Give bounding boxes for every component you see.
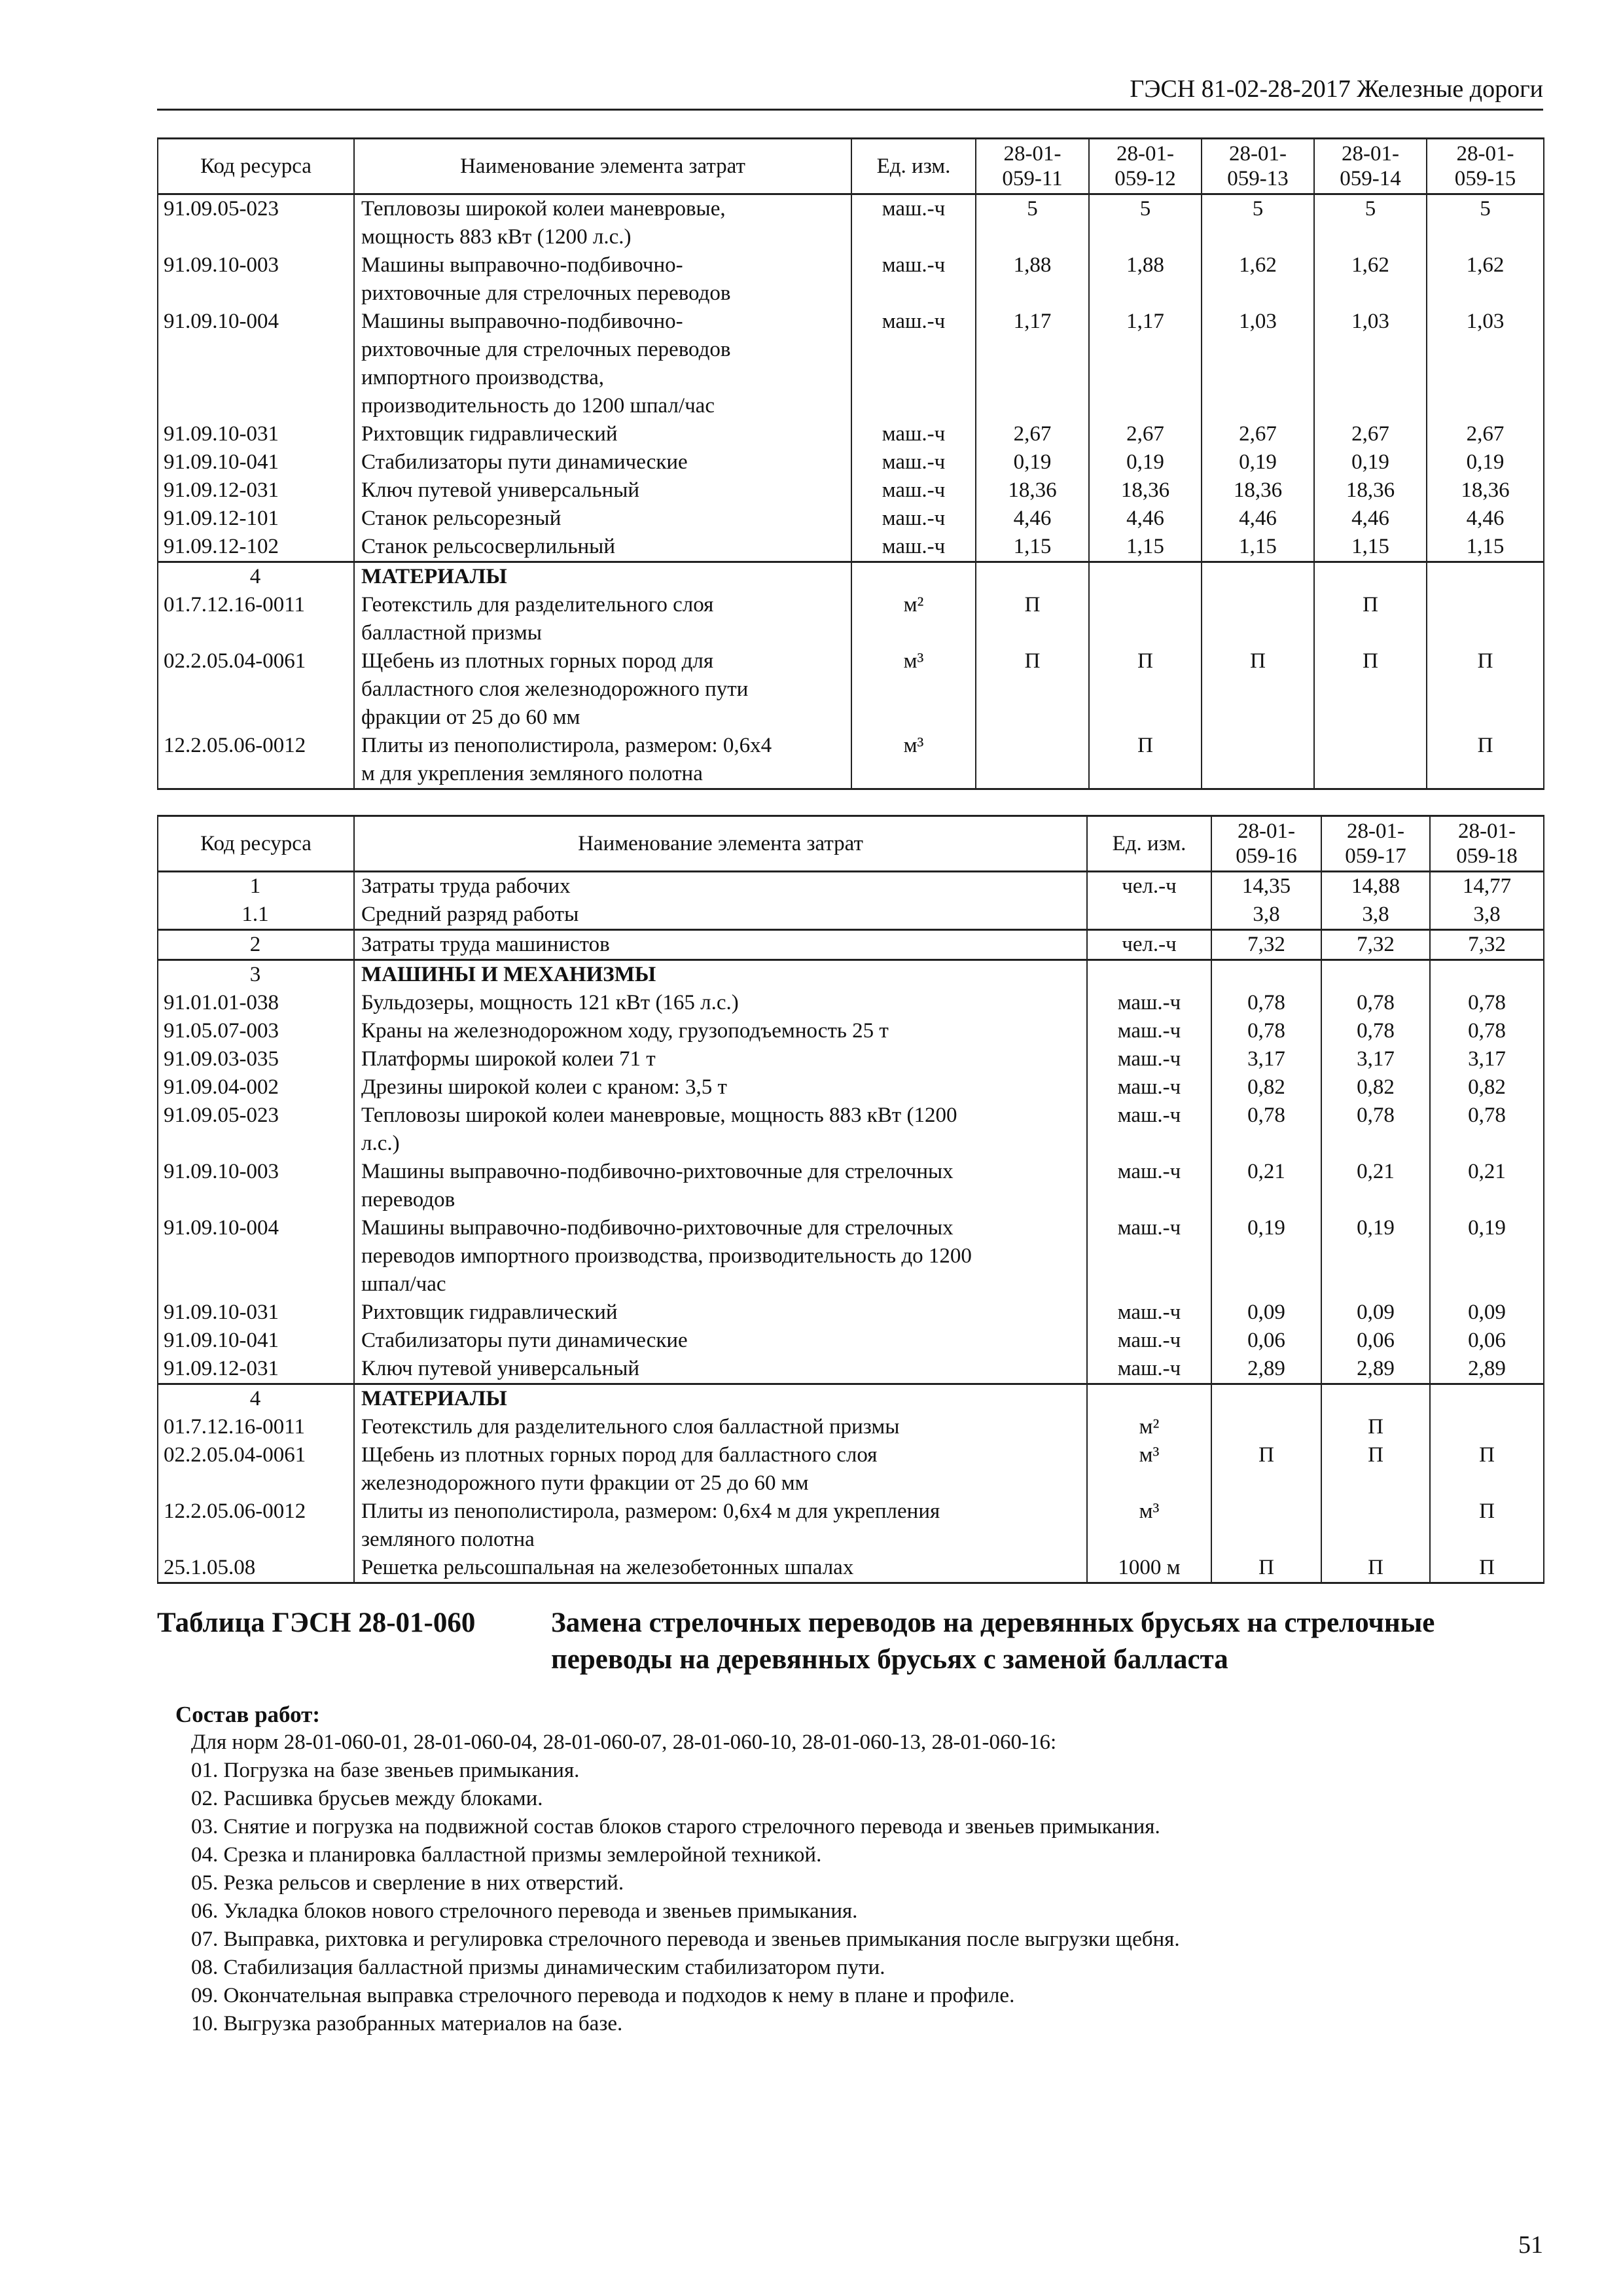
cell-unit: м³ (851, 732, 976, 789)
cell-value: 7,32 (1321, 930, 1430, 960)
cell-value: 2,67 (1202, 420, 1314, 448)
cell-unit (1087, 1384, 1211, 1414)
cell-name: Машины выправочно-подбивочно- рихтовочные для стрелочных переводов импортного производства, производительность до 1200 шпал/час (354, 308, 851, 420)
table-title-code: Таблица ГЭСН 28-01-060 (157, 1607, 476, 1638)
cell-value: 14,88 (1321, 872, 1430, 901)
cell-name: Геотекстиль для разделительного слоя балластной призмы (354, 1413, 1087, 1441)
cell-name: Щебень из плотных горных пород для балластного слоя железнодорожного пути фракции от 25 до 60 мм (354, 1441, 1087, 1498)
cell-value: 0,82 (1321, 1073, 1430, 1102)
cell-value: 0,78 (1321, 1102, 1430, 1158)
cell-value: 3,8 (1321, 901, 1430, 930)
cell-name: МАШИНЫ И МЕХАНИЗМЫ (354, 960, 1087, 990)
cell-name: Машины выправочно-подбивочно- рихтовочные для стрелочных переводов (354, 251, 851, 308)
cell-name: Дрезины широкой колеи с краном: 3,5 т (354, 1073, 1087, 1102)
cell-value: 4,46 (1427, 505, 1544, 533)
cell-value: 0,09 (1211, 1299, 1321, 1327)
table-row (158, 476, 1544, 505)
cell-name: Затраты труда рабочих (354, 872, 1087, 901)
cell-value: 2,67 (1314, 420, 1427, 448)
cell-name: Краны на железнодорожном ходу, грузоподъемность 25 т (354, 1017, 1087, 1045)
table-row (158, 251, 1544, 308)
cell-value: 1,03 (1314, 308, 1427, 420)
cell-value: П (1427, 732, 1544, 789)
cell-unit (851, 562, 976, 592)
cell-unit: маш.-ч (1087, 1073, 1211, 1102)
cell-name: Рихтовщик гидравлический (354, 420, 851, 448)
cell-value: 4,46 (1089, 505, 1202, 533)
cell-value: П (1089, 647, 1202, 732)
cell-value: 0,78 (1321, 989, 1430, 1017)
header-name: Наименование элемента затрат (354, 139, 851, 194)
table-row (158, 1017, 1544, 1045)
cell-value (1430, 960, 1544, 990)
table-row (158, 533, 1544, 562)
work-line: 06. Укладка блоков нового стрелочного перевода и звеньев примыкания. (191, 1899, 858, 1923)
cell-value (1202, 562, 1314, 592)
work-composition-heading: Состав работ: (175, 1702, 320, 1727)
resources-table-1 (157, 137, 1544, 790)
cell-code: 4 (158, 562, 354, 592)
page-number: 51 (1518, 2231, 1543, 2259)
cell-value: 3,8 (1211, 901, 1321, 930)
cell-unit: маш.-ч (1087, 1327, 1211, 1355)
header-col: 28-01- 059-18 (1430, 816, 1544, 872)
cell-code: 91.09.10-004 (158, 308, 354, 420)
cell-unit: маш.-ч (1087, 1214, 1211, 1299)
cell-name: Ключ путевой универсальный (354, 1355, 1087, 1384)
cell-value (1321, 1384, 1430, 1414)
cell-name: Стабилизаторы пути динамические (354, 448, 851, 476)
cell-code: 25.1.05.08 (158, 1554, 354, 1583)
cell-name: Машины выправочно-подбивочно-рихтовочные для стрелочных переводов (354, 1158, 1087, 1214)
cell-code: 91.09.10-003 (158, 1158, 354, 1214)
cell-value: 1,15 (976, 533, 1089, 562)
table-row (158, 901, 1544, 930)
cell-value (976, 732, 1089, 789)
cell-value: 7,32 (1430, 930, 1544, 960)
cell-unit: маш.-ч (851, 476, 976, 505)
cell-value: 0,19 (1430, 1214, 1544, 1299)
cell-value: 7,32 (1211, 930, 1321, 960)
table-row (158, 647, 1544, 732)
cell-value: 0,06 (1430, 1327, 1544, 1355)
cell-code: 12.2.05.06-0012 (158, 732, 354, 789)
cell-value (1427, 591, 1544, 647)
cell-value: П (1314, 591, 1427, 647)
cell-value: 0,21 (1430, 1158, 1544, 1214)
header-unit: Ед. изм. (1087, 816, 1211, 872)
cell-value (1321, 1498, 1430, 1554)
header-code: Код ресурса (158, 816, 354, 872)
cell-value: П (1430, 1498, 1544, 1554)
cell-value: 0,19 (1211, 1214, 1321, 1299)
cell-value (1089, 562, 1202, 592)
table-row (158, 732, 1544, 789)
cell-value: 3,17 (1321, 1045, 1430, 1073)
work-line: 03. Снятие и погрузка на подвижной состав блоков старого стрелочного перевода и звеньев примыкания. (191, 1815, 1160, 1839)
cell-code: 91.09.04-002 (158, 1073, 354, 1102)
cell-code: 91.09.12-031 (158, 1355, 354, 1384)
cell-value (976, 562, 1089, 592)
cell-value (1211, 1413, 1321, 1441)
cell-value: 1,15 (1314, 533, 1427, 562)
table-row (158, 562, 1544, 592)
cell-code: 91.09.10-004 (158, 1214, 354, 1299)
cell-value: 18,36 (1314, 476, 1427, 505)
work-line: 10. Выгрузка разобранных материалов на базе. (191, 2012, 623, 2036)
cell-value: 0,78 (1211, 1102, 1321, 1158)
cell-value: 0,06 (1211, 1327, 1321, 1355)
cell-name: Ключ путевой универсальный (354, 476, 851, 505)
cell-value (1089, 591, 1202, 647)
cell-value: П (1321, 1554, 1430, 1583)
cell-value: П (1202, 647, 1314, 732)
header-col: 28-01- 059-16 (1211, 816, 1321, 872)
table-row (158, 1045, 1544, 1073)
cell-value: 1,03 (1427, 308, 1544, 420)
cell-unit: чел.-ч (1087, 872, 1211, 901)
cell-value (1430, 1384, 1544, 1414)
cell-code: 4 (158, 1384, 354, 1414)
cell-value: П (976, 647, 1089, 732)
header-col: 28-01- 059-12 (1089, 139, 1202, 194)
cell-name: Станок рельсорезный (354, 505, 851, 533)
cell-value: 3,17 (1430, 1045, 1544, 1073)
work-line: 01. Погрузка на базе звеньев примыкания. (191, 1759, 580, 1782)
cell-value: 2,89 (1211, 1355, 1321, 1384)
cell-value: 1,17 (1089, 308, 1202, 420)
cell-value: П (976, 591, 1089, 647)
cell-code: 91.09.10-041 (158, 448, 354, 476)
cell-value: 1,62 (1314, 251, 1427, 308)
cell-value: 2,89 (1321, 1355, 1430, 1384)
cell-value: 2,89 (1430, 1355, 1544, 1384)
cell-code: 01.7.12.16-0011 (158, 1413, 354, 1441)
cell-value: П (1430, 1441, 1544, 1498)
work-composition (175, 1700, 1543, 2038)
work-line: Для норм 28-01-060-01, 28-01-060-04, 28-01-060-07, 28-01-060-10, 28-01-060-13, 28-01-060-16: (191, 1731, 1057, 1754)
table-row (158, 505, 1544, 533)
cell-unit: м³ (851, 647, 976, 732)
table-row (158, 989, 1544, 1017)
cell-code: 1 (158, 872, 354, 901)
cell-unit: маш.-ч (1087, 1355, 1211, 1384)
table-row (158, 1158, 1544, 1214)
cell-name: Затраты труда машинистов (354, 930, 1087, 960)
cell-unit: маш.-ч (1087, 1102, 1211, 1158)
table-row (158, 1073, 1544, 1102)
cell-value: 18,36 (1202, 476, 1314, 505)
cell-name: Машины выправочно-подбивочно-рихтовочные для стрелочных переводов импортного производства, производительность до 1200 шпал/час (354, 1214, 1087, 1299)
header-col: 28-01- 059-13 (1202, 139, 1314, 194)
cell-value (1321, 960, 1430, 990)
cell-value: 18,36 (976, 476, 1089, 505)
table-row (158, 448, 1544, 476)
work-line: 09. Окончательная выправка стрелочного перевода и подходов к нему в плане и профиле. (191, 1984, 1015, 2007)
cell-value: 4,46 (1314, 505, 1427, 533)
header-col: 28-01- 059-14 (1314, 139, 1427, 194)
header-col: 28-01- 059-17 (1321, 816, 1430, 872)
cell-value: 0,82 (1430, 1073, 1544, 1102)
header-col: 28-01- 059-11 (976, 139, 1089, 194)
running-header (157, 73, 1543, 111)
cell-unit: маш.-ч (1087, 989, 1211, 1017)
cell-value: П (1314, 647, 1427, 732)
cell-value: П (1211, 1441, 1321, 1498)
cell-name: МАТЕРИАЛЫ (354, 1384, 1087, 1414)
cell-value: 3,17 (1211, 1045, 1321, 1073)
cell-value: 5 (1202, 194, 1314, 252)
table-row (158, 1214, 1544, 1299)
cell-value (1430, 1413, 1544, 1441)
work-line: 08. Стабилизация балластной призмы динамическим стабилизатором пути. (191, 1956, 885, 1979)
resources-table-2 (157, 815, 1544, 1584)
cell-name: Стабилизаторы пути динамические (354, 1327, 1087, 1355)
cell-value: 0,19 (1427, 448, 1544, 476)
cell-value (1211, 960, 1321, 990)
cell-name: Тепловозы широкой колеи маневровые, мощность 883 кВт (1200 л.с.) (354, 194, 851, 252)
cell-value: 0,78 (1211, 989, 1321, 1017)
work-line: 05. Резка рельсов и сверление в них отверстий. (191, 1871, 624, 1895)
cell-code: 91.09.05-023 (158, 1102, 354, 1158)
cell-code: 91.09.10-031 (158, 1299, 354, 1327)
cell-unit: 1000 м (1087, 1554, 1211, 1583)
cell-value (1314, 732, 1427, 789)
cell-code: 2 (158, 930, 354, 960)
cell-unit: маш.-ч (1087, 1299, 1211, 1327)
cell-name: Станок рельсосверлильный (354, 533, 851, 562)
cell-value: 0,78 (1211, 1017, 1321, 1045)
cell-unit (1087, 901, 1211, 930)
cell-unit (1087, 960, 1211, 990)
cell-value (1314, 562, 1427, 592)
table-row (158, 960, 1544, 990)
cell-value: 14,35 (1211, 872, 1321, 901)
cell-value: 0,19 (1314, 448, 1427, 476)
table-row (158, 1498, 1544, 1554)
cell-code: 02.2.05.04-0061 (158, 1441, 354, 1498)
cell-value: 5 (1314, 194, 1427, 252)
cell-value: 5 (1089, 194, 1202, 252)
work-line: 04. Срезка и планировка балластной призмы землеройной техникой. (191, 1843, 822, 1867)
cell-value: 0,19 (1202, 448, 1314, 476)
cell-unit: маш.-ч (851, 448, 976, 476)
table-row (158, 1441, 1544, 1498)
cell-unit: маш.-ч (851, 251, 976, 308)
cell-code: 91.09.03-035 (158, 1045, 354, 1073)
cell-name: МАТЕРИАЛЫ (354, 562, 851, 592)
cell-value: П (1427, 647, 1544, 732)
cell-name: Средний разряд работы (354, 901, 1087, 930)
cell-value: 0,78 (1321, 1017, 1430, 1045)
table-title-name: Замена стрелочных переводов на деревянных брусьях на стрелочные переводы на деревянных брусьях с заменой балласта (551, 1607, 1435, 1675)
cell-code: 02.2.05.04-0061 (158, 647, 354, 732)
cell-unit: маш.-ч (851, 308, 976, 420)
cell-value: 14,77 (1430, 872, 1544, 901)
cell-code: 3 (158, 960, 354, 990)
header-unit: Ед. изм. (851, 139, 976, 194)
table-row (158, 591, 1544, 647)
cell-name: Геотекстиль для разделительного слоя балластной призмы (354, 591, 851, 647)
cell-code: 91.09.12-031 (158, 476, 354, 505)
cell-value: П (1430, 1554, 1544, 1583)
cell-name: Решетка рельсошпальная на железобетонных шпалах (354, 1554, 1087, 1583)
cell-value: П (1211, 1554, 1321, 1583)
cell-value: 1,88 (976, 251, 1089, 308)
header-col: 28-01- 059-15 (1427, 139, 1544, 194)
header-title: ГЭСН 81-02-28-2017 Железные дороги (1130, 75, 1543, 103)
work-line: 02. Расшивка брусьев между блоками. (191, 1787, 543, 1810)
cell-unit: маш.-ч (851, 533, 976, 562)
cell-name: Плиты из пенополистирола, размером: 0,6х4 м для укрепления земляного полотна (354, 732, 851, 789)
table-row (158, 1355, 1544, 1384)
cell-value: 3,8 (1430, 901, 1544, 930)
cell-code: 01.7.12.16-0011 (158, 591, 354, 647)
cell-value: 2,67 (1427, 420, 1544, 448)
cell-code: 91.09.05-023 (158, 194, 354, 252)
cell-code: 91.01.01-038 (158, 989, 354, 1017)
cell-code: 91.09.10-031 (158, 420, 354, 448)
cell-value: 0,19 (1321, 1214, 1430, 1299)
cell-name: Рихтовщик гидравлический (354, 1299, 1087, 1327)
cell-value: 2,67 (1089, 420, 1202, 448)
cell-value: 5 (976, 194, 1089, 252)
cell-value: 4,46 (1202, 505, 1314, 533)
cell-value: П (1321, 1413, 1430, 1441)
table-row (158, 930, 1544, 960)
cell-value: 1,88 (1089, 251, 1202, 308)
cell-value: 1,62 (1202, 251, 1314, 308)
table-row (158, 420, 1544, 448)
cell-value: 0,78 (1430, 989, 1544, 1017)
cell-name: Плиты из пенополистирола, размером: 0,6х4 м для укрепления земляного полотна (354, 1498, 1087, 1554)
cell-value: 0,19 (1089, 448, 1202, 476)
cell-name: Бульдозеры, мощность 121 кВт (165 л.с.) (354, 989, 1087, 1017)
cell-name: Тепловозы широкой колеи маневровые, мощность 883 кВт (1200 л.с.) (354, 1102, 1087, 1158)
cell-value (1211, 1498, 1321, 1554)
cell-value: 0,82 (1211, 1073, 1321, 1102)
cell-unit: чел.-ч (1087, 930, 1211, 960)
cell-value: 0,09 (1430, 1299, 1544, 1327)
cell-unit: маш.-ч (1087, 1158, 1211, 1214)
header-code: Код ресурса (158, 139, 354, 194)
header-name: Наименование элемента затрат (354, 816, 1087, 872)
cell-code: 12.2.05.06-0012 (158, 1498, 354, 1554)
cell-code: 91.09.10-003 (158, 251, 354, 308)
cell-value (1202, 591, 1314, 647)
cell-value: 1,62 (1427, 251, 1544, 308)
cell-unit: м³ (1087, 1498, 1211, 1554)
table-header-row (158, 139, 1544, 194)
cell-name: Платформы широкой колеи 71 т (354, 1045, 1087, 1073)
cell-code: 91.09.12-102 (158, 533, 354, 562)
cell-value: 2,67 (976, 420, 1089, 448)
cell-value: 0,06 (1321, 1327, 1430, 1355)
table-row (158, 1102, 1544, 1158)
cell-unit: маш.-ч (1087, 1017, 1211, 1045)
cell-value: П (1089, 732, 1202, 789)
cell-value: 0,09 (1321, 1299, 1430, 1327)
cell-name: Щебень из плотных горных пород для балластного слоя железнодорожного пути фракции от 25 до 60 мм (354, 647, 851, 732)
cell-value: 5 (1427, 194, 1544, 252)
cell-value (1211, 1384, 1321, 1414)
cell-value: 1,15 (1089, 533, 1202, 562)
table-header-row (158, 816, 1544, 872)
cell-value: 1,03 (1202, 308, 1314, 420)
cell-code: 91.09.12-101 (158, 505, 354, 533)
table-row (158, 872, 1544, 901)
cell-unit: м³ (1087, 1441, 1211, 1498)
cell-unit: м² (1087, 1413, 1211, 1441)
table-row (158, 308, 1544, 420)
cell-value: 4,46 (976, 505, 1089, 533)
cell-value (1202, 732, 1314, 789)
cell-value: П (1321, 1441, 1430, 1498)
table-row (158, 1413, 1544, 1441)
table-row (158, 1554, 1544, 1583)
cell-code: 91.09.10-041 (158, 1327, 354, 1355)
table-row (158, 1327, 1544, 1355)
cell-unit: маш.-ч (1087, 1045, 1211, 1073)
cell-value: 0,78 (1430, 1017, 1544, 1045)
cell-value: 0,21 (1321, 1158, 1430, 1214)
cell-unit: маш.-ч (851, 505, 976, 533)
cell-value: 0,21 (1211, 1158, 1321, 1214)
cell-value: 18,36 (1427, 476, 1544, 505)
table-row (158, 1384, 1544, 1414)
cell-value: 0,19 (976, 448, 1089, 476)
cell-code: 1.1 (158, 901, 354, 930)
cell-unit: м² (851, 591, 976, 647)
cell-value: 1,15 (1427, 533, 1544, 562)
cell-unit: маш.-ч (851, 420, 976, 448)
table-row (158, 194, 1544, 252)
cell-code: 91.05.07-003 (158, 1017, 354, 1045)
cell-value: 1,17 (976, 308, 1089, 420)
cell-value: 1,15 (1202, 533, 1314, 562)
cell-unit: маш.-ч (851, 194, 976, 252)
cell-value: 18,36 (1089, 476, 1202, 505)
cell-value: 0,78 (1430, 1102, 1544, 1158)
work-line: 07. Выправка, рихтовка и регулировка стрелочного перевода и звеньев примыкания после выгрузки щебня. (191, 1928, 1180, 1951)
cell-value (1427, 562, 1544, 592)
table-row (158, 1299, 1544, 1327)
